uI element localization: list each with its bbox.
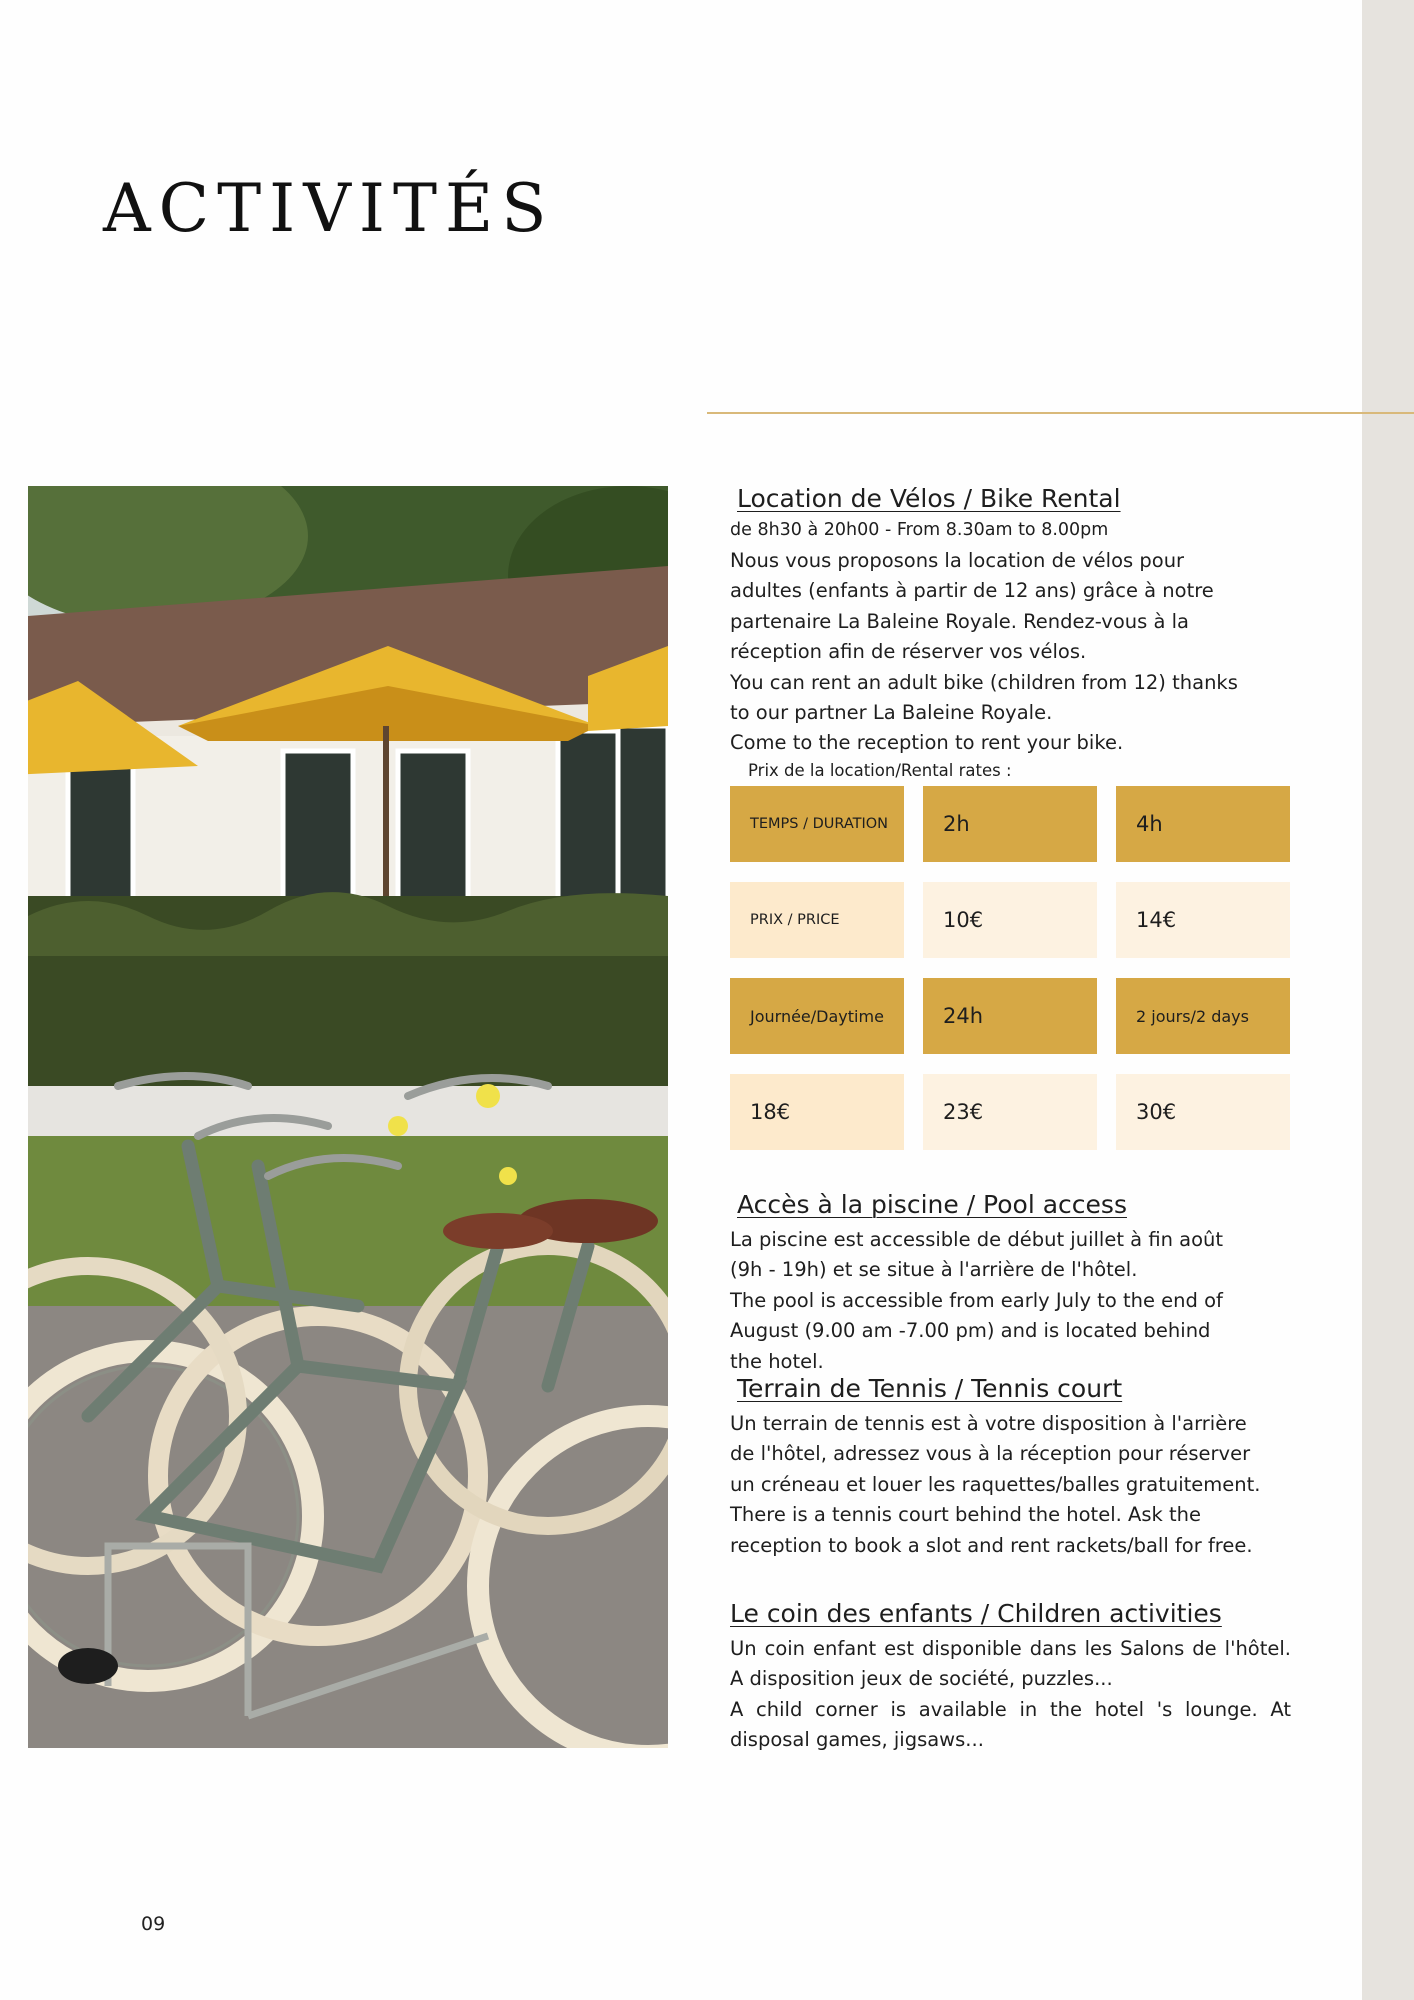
tennis-text: [730, 1409, 1260, 1561]
rate-cell-4h: 4h: [1116, 786, 1290, 862]
rate-cell-2-days: 2 jours/2 days: [1116, 978, 1290, 1054]
rates-label: Prix de la location/Rental rates :: [748, 761, 1012, 780]
pool-line: August (9.00 am -7.00 pm) and is located behind: [730, 1319, 1211, 1343]
bikes-photo: [28, 486, 668, 1748]
tennis-line: un créneau et louer les raquettes/balles gratuitement.: [730, 1472, 1261, 1496]
pool-line: The pool is accessible from early July to the end of: [730, 1288, 1223, 1312]
rate-cell-24h: 24h: [923, 978, 1097, 1054]
tennis-line: Un terrain de tennis est à votre disposition à l'arrière: [730, 1412, 1247, 1435]
tennis-line: reception to book a slot and rent rackets/ball for free.: [730, 1533, 1253, 1557]
bike-rental-text: [730, 546, 1238, 759]
bike-rental-line: partenaire La Baleine Royale. Rendez-vous à la: [730, 609, 1189, 633]
kids-text: [730, 1634, 1291, 1756]
tennis-title: Terrain de Tennis / Tennis court: [737, 1374, 1123, 1403]
pool-text: [730, 1225, 1223, 1377]
bikes-photo-illustration: [28, 486, 668, 1748]
bike-rental-title: Location de Vélos / Bike Rental: [737, 484, 1121, 513]
kids-line: A child corner is available in the hotel 's lounge. At: [730, 1697, 1291, 1721]
rate-cell-price-daytime: 18€: [730, 1074, 904, 1150]
page-title: ACTIVITÉS: [103, 170, 555, 247]
rate-cell-duration-label: TEMPS / DURATION: [730, 786, 904, 862]
bike-rental-hours: de 8h30 à 20h00 - From 8.30am to 8.00pm: [730, 520, 1109, 540]
pool-line: the hotel.: [730, 1349, 824, 1373]
bike-rental-line: Nous vous proposons la location de vélos pour: [730, 549, 1185, 572]
rate-cell-price-2h: 10€: [923, 882, 1097, 958]
kids-line: disposal games, jigsaws...: [730, 1728, 984, 1752]
rate-cell-daytime-label: Journée/Daytime: [730, 978, 904, 1054]
bike-rental-line: You can rent an adult bike (children from 12) thanks: [730, 670, 1238, 694]
rate-cell-price-4h: 14€: [1116, 882, 1290, 958]
bike-rental-line: to our partner La Baleine Royale.: [730, 701, 1053, 725]
kids-title: Le coin des enfants / Children activities: [730, 1599, 1222, 1628]
tennis-line: There is a tennis court behind the hotel. Ask the: [730, 1503, 1202, 1527]
bike-rental-line: réception afin de réserver vos vélos.: [730, 640, 1087, 664]
pool-line: La piscine est accessible de début juillet à fin août: [730, 1228, 1224, 1251]
rate-cell-price-label: PRIX / PRICE: [730, 882, 904, 958]
page-number: 09: [141, 1913, 166, 1935]
pool-title: Accès à la piscine / Pool access: [737, 1190, 1127, 1219]
rate-cell-2h: 2h: [923, 786, 1097, 862]
gold-divider: [707, 412, 1414, 414]
kids-line: A disposition jeux de société, puzzles...: [730, 1667, 1113, 1691]
bike-rental-line: adultes (enfants à partir de 12 ans) grâce à notre: [730, 579, 1214, 603]
rate-cell-price-2-days: 30€: [1116, 1074, 1290, 1150]
rate-cell-price-24h: 23€: [923, 1074, 1097, 1150]
side-band: [1362, 0, 1414, 2000]
kids-line: Un coin enfant est disponible dans les Salons de l'hôtel.: [730, 1637, 1291, 1660]
pool-line: (9h - 19h) et se situe à l'arrière de l'hôtel.: [730, 1258, 1138, 1282]
tennis-line: de l'hôtel, adressez vous à la réception pour réserver: [730, 1442, 1251, 1466]
bike-rental-line: Come to the reception to rent your bike.: [730, 731, 1124, 755]
